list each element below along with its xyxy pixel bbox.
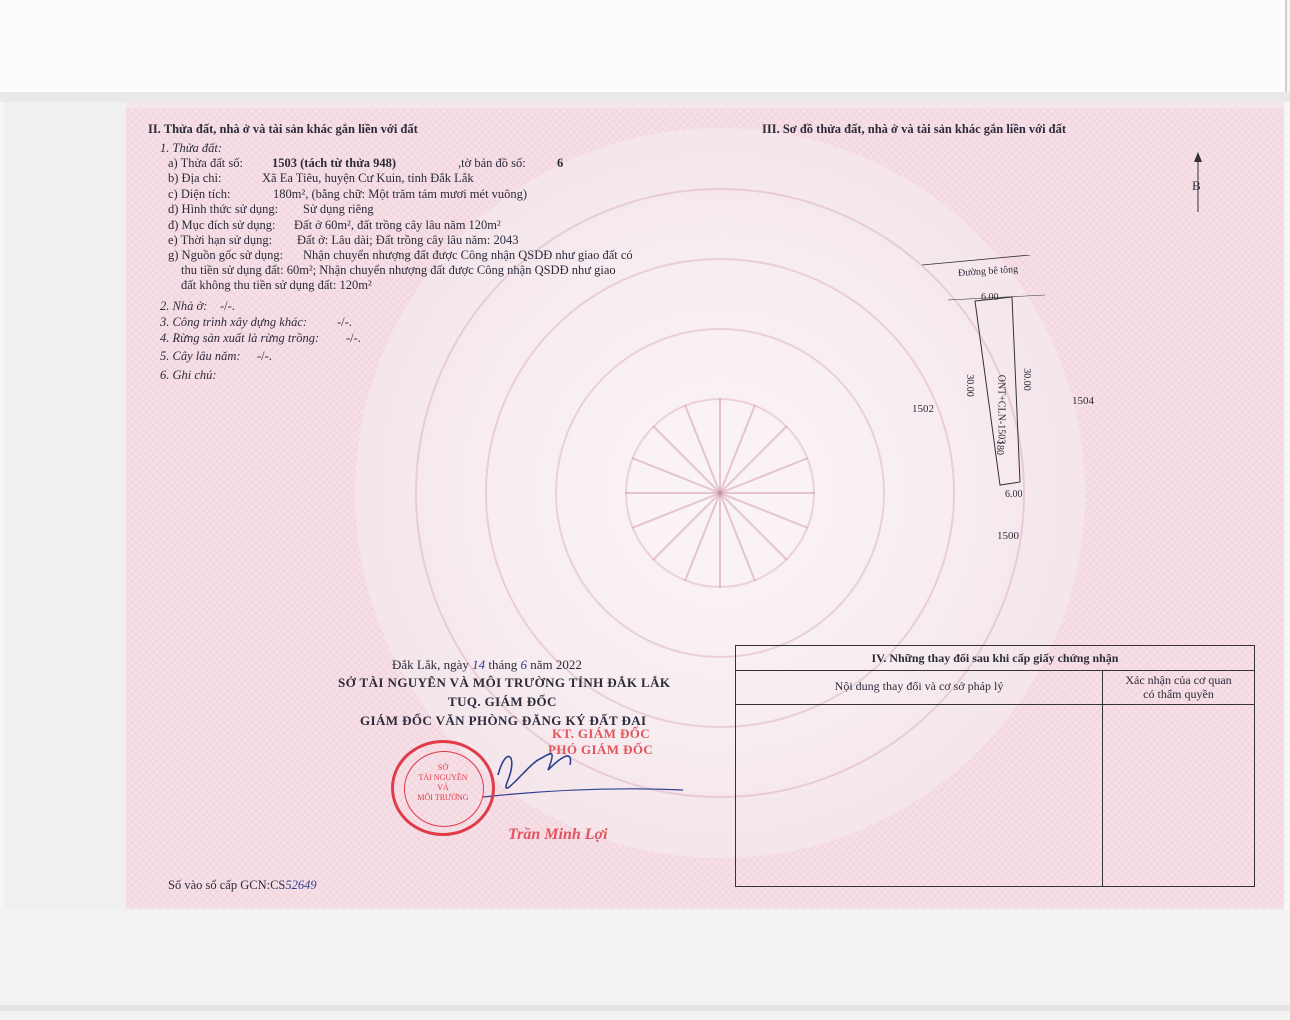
dim-bottom-label: 6.00: [1005, 489, 1023, 500]
signing-date: [392, 657, 582, 672]
usage-term-value: Đất ở: Lâu dài; Đất trồng cây lâu năm: 2043: [297, 233, 519, 247]
neighbor-right-label: 1504: [1072, 395, 1094, 407]
date-day: 14: [472, 657, 486, 672]
neighbor-bottom-label: 1500: [997, 530, 1019, 542]
changes-table-divider: [1102, 670, 1103, 886]
section3-heading: III. Sơ đồ thửa đất, nhà ở và tài sản khác gắn liền với đất: [762, 122, 1067, 136]
office-title: GIÁM ĐỐC VĂN PHÒNG ĐĂNG KÝ ĐẤT ĐAI: [360, 713, 647, 728]
other-works-label: 3. Công trình xây dựng khác:: [160, 315, 308, 329]
forest-value: -/-.: [346, 331, 361, 345]
binding-edge: [4, 102, 126, 910]
forest-label: 4. Rừng sản xuất là rừng trồng:: [160, 331, 320, 345]
changes-col-content: Nội dung thay đổi và cơ sở pháp lý: [834, 679, 1004, 693]
seal-line-3: VÀ: [437, 783, 449, 792]
bottom-gap: [0, 910, 1290, 1020]
parcel-number-label: a) Thửa đất số:: [168, 156, 243, 170]
issuing-org: SỞ TÀI NGUYÊN VÀ MÔI TRƯỜNG TỈNH ĐẮK LẮK: [338, 675, 671, 690]
origin-label: g) Nguồn gốc sử dụng:: [168, 248, 284, 262]
area-value: 180m², (bằng chữ: Một trăm tám mươi mét vuông): [273, 187, 528, 201]
map-sheet-value: 6: [557, 156, 564, 170]
date-prefix: Đắk Lắk, ngày: [392, 657, 469, 672]
parcel-code-label: ONT+CLN-1503: [995, 374, 1007, 445]
notes-label: 6. Ghi chú:: [160, 368, 217, 382]
parcel-area-label: 180: [994, 440, 1005, 455]
changes-table: [735, 645, 1255, 887]
other-works-value: -/-.: [337, 315, 352, 329]
date-month-label: tháng: [488, 657, 518, 672]
usage-form-label: d) Hình thức sử dụng:: [168, 202, 279, 216]
area-label: c) Diện tích:: [168, 187, 231, 201]
dim-top-label: 6.00: [981, 292, 999, 303]
section2-heading: II. Thửa đất, nhà ở và tài sản khác gắn liền với đất: [148, 122, 418, 136]
date-year: năm 2022: [530, 657, 582, 672]
map-sheet-label: ,tờ bản đồ số:: [458, 156, 526, 170]
date-month: 6: [520, 657, 528, 672]
neighbor-left-label: 1502: [912, 403, 934, 415]
signer-name: Trần Minh Lợi: [508, 826, 608, 843]
registry-number: [168, 878, 317, 893]
house-label: 2. Nhà ở:: [160, 299, 208, 313]
road-label: Đường bê tông: [957, 263, 1019, 280]
north-label: B: [1192, 178, 1201, 193]
seal-line-1: SỞ: [437, 763, 449, 772]
tuq-title: TUQ. GIÁM ĐỐC: [448, 694, 557, 709]
usage-purpose-label: đ) Mục đích sử dụng:: [168, 218, 276, 232]
parcel-number-value: 1503 (tách từ thửa 948): [272, 156, 397, 170]
origin-value: Nhận chuyển nhượng đất được Công nhận QSDĐ như giao đất có: [303, 248, 633, 262]
changes-col-confirm-1: Xác nhận của cơ quan: [1125, 673, 1232, 687]
dim-right-label: 30.00: [1020, 368, 1032, 391]
origin-continued-2: đất không thu tiền sử dụng đất: 120m²: [181, 278, 372, 292]
land-parcel-title: 1. Thửa đất:: [160, 141, 223, 155]
usage-term-label: e) Thời hạn sử dụng:: [168, 233, 273, 247]
changes-table-title-row: [736, 646, 1254, 671]
perennial-label: 5. Cây lâu năm:: [160, 349, 241, 363]
perennial-value: -/-.: [257, 349, 272, 363]
usage-form-value: Sử dụng riêng: [303, 202, 374, 216]
kt-title: KT. GIÁM ĐỐC: [552, 726, 651, 741]
page-gap: [0, 92, 1290, 102]
registry-label: Số vào sổ cấp GCN:CS: [168, 878, 286, 892]
bottom-page-edge: [0, 1005, 1290, 1011]
changes-table-header-row: [736, 670, 1254, 705]
usage-purpose-value: Đất ở 60m², đất trồng cây lâu năm 120m²: [294, 218, 501, 232]
registry-value: 52649: [285, 878, 317, 892]
origin-continued-1: thu tiền sử dụng đất: 60m²; Nhận chuyển nhượng đất được Công nhận QSDĐ như giao: [181, 263, 616, 277]
changes-table-title: IV. Những thay đổi sau khi cấp giấy chứng nhận: [871, 651, 1119, 665]
address-label: b) Địa chỉ:: [168, 171, 222, 185]
seal-line-2: TÀI NGUYÊN: [418, 773, 468, 782]
official-seal: [391, 740, 495, 836]
house-value: -/-.: [220, 299, 235, 313]
deputy-title: PHÓ GIÁM ĐỐC: [548, 742, 654, 757]
dim-left-label: 30.00: [963, 374, 975, 397]
address-value: Xã Ea Tiêu, huyện Cư Kuin, tỉnh Đắk Lắk: [262, 171, 474, 185]
seal-line-4: MÔI TRƯỜNG: [417, 793, 469, 802]
changes-col-confirm-2: có thẩm quyền: [1143, 687, 1214, 701]
top-page-strip: [0, 0, 1287, 92]
